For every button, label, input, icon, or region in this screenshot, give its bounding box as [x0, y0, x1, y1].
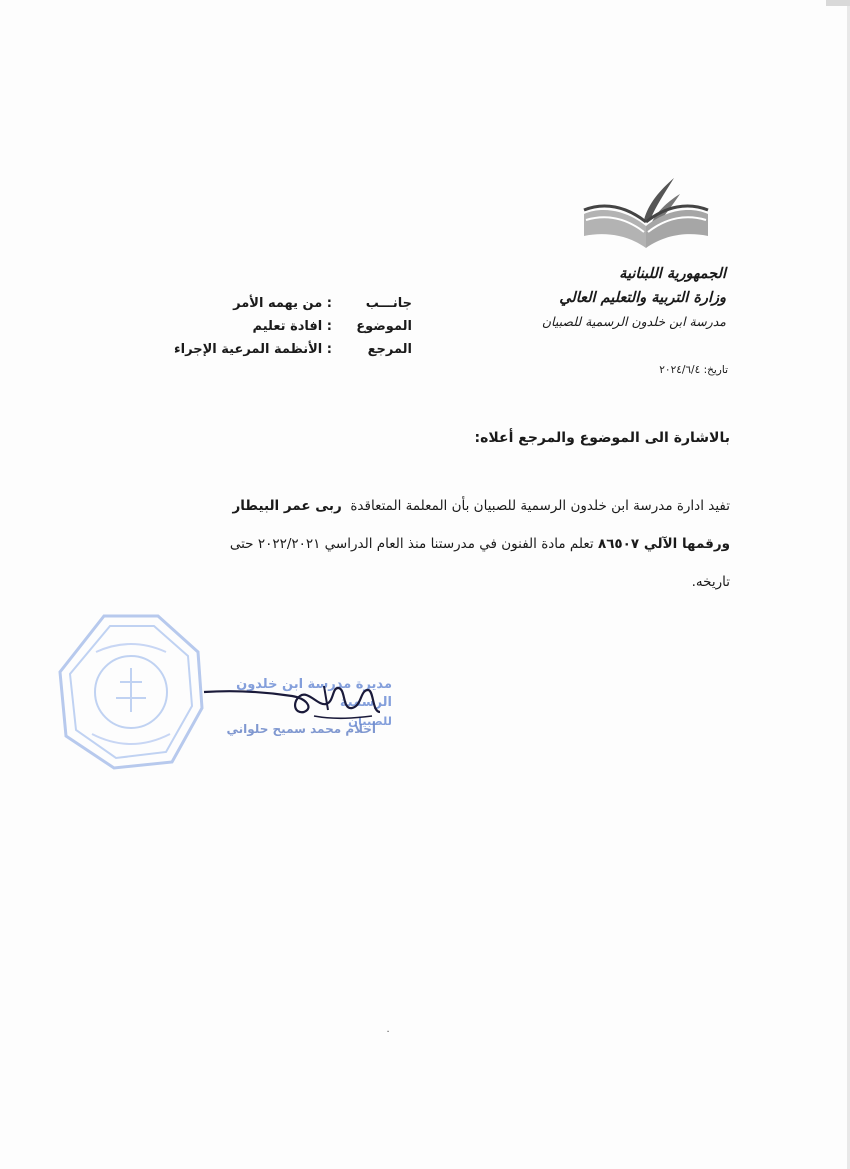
subject-label: الموضوع	[356, 319, 412, 334]
signature-icon	[196, 682, 386, 722]
body-line-2-text: تعلم مادة الفنون في مدرستنا منذ العام الدراسي ٢٠٢٢/٢٠٢١ حتى	[229, 536, 594, 552]
page-mark: ٠	[385, 1026, 391, 1037]
date-value: ٢٠٢٤/٦/٤	[659, 364, 701, 376]
teacher-name: ربى عمر البيطار	[232, 498, 342, 514]
body-line-2	[118, 525, 730, 563]
teacher-number: ورقمها الآلي ٨٦٥٠٧	[597, 536, 730, 552]
body-line-3	[118, 563, 730, 601]
to-value: : من يهمه الأمر	[233, 296, 332, 311]
ministry-book-logo-icon	[582, 176, 710, 252]
stamp-director-name: أحلام محمد سميح حلواني	[226, 722, 376, 736]
letterhead	[500, 262, 726, 334]
to-label: جانـــب	[365, 296, 412, 311]
letter-meta	[140, 292, 412, 361]
body-line-3-text: تاريخه.	[691, 574, 730, 590]
reference-value: : الأنظمة المرعية الإجراء	[174, 342, 332, 357]
body-line-1	[118, 487, 730, 525]
body-line-1-text: تفيد ادارة مدرسة ابن خلدون الرسمية للصبيان بأن المعلمة المتعاقدة	[350, 498, 730, 514]
ministry-title: وزارة التربية والتعليم العالي	[559, 289, 726, 306]
meta-subject-row	[140, 315, 412, 338]
subject-value: : افادة تعليم	[252, 319, 332, 334]
letter-greeting: بالاشارة الى الموضوع والمرجع أعلاه:	[474, 430, 730, 446]
scan-corner	[826, 0, 850, 6]
stamp-subtitle: للصبيان	[348, 714, 392, 728]
letter-date	[560, 364, 728, 376]
reference-label: المرجع	[367, 342, 412, 357]
date-label: تاريخ:	[703, 364, 728, 376]
letter-body	[118, 487, 730, 601]
republic-title: الجمهورية اللبنانية	[619, 265, 726, 282]
meta-reference-row	[140, 338, 412, 361]
school-name: مدرسة ابن خلدون الرسمية للصبيان	[541, 314, 726, 329]
stamp-title: مديرة مدرسة ابن خلدون الرسمية	[236, 677, 392, 710]
meta-to-row	[140, 292, 412, 315]
official-stamp-seal-icon	[56, 612, 206, 772]
